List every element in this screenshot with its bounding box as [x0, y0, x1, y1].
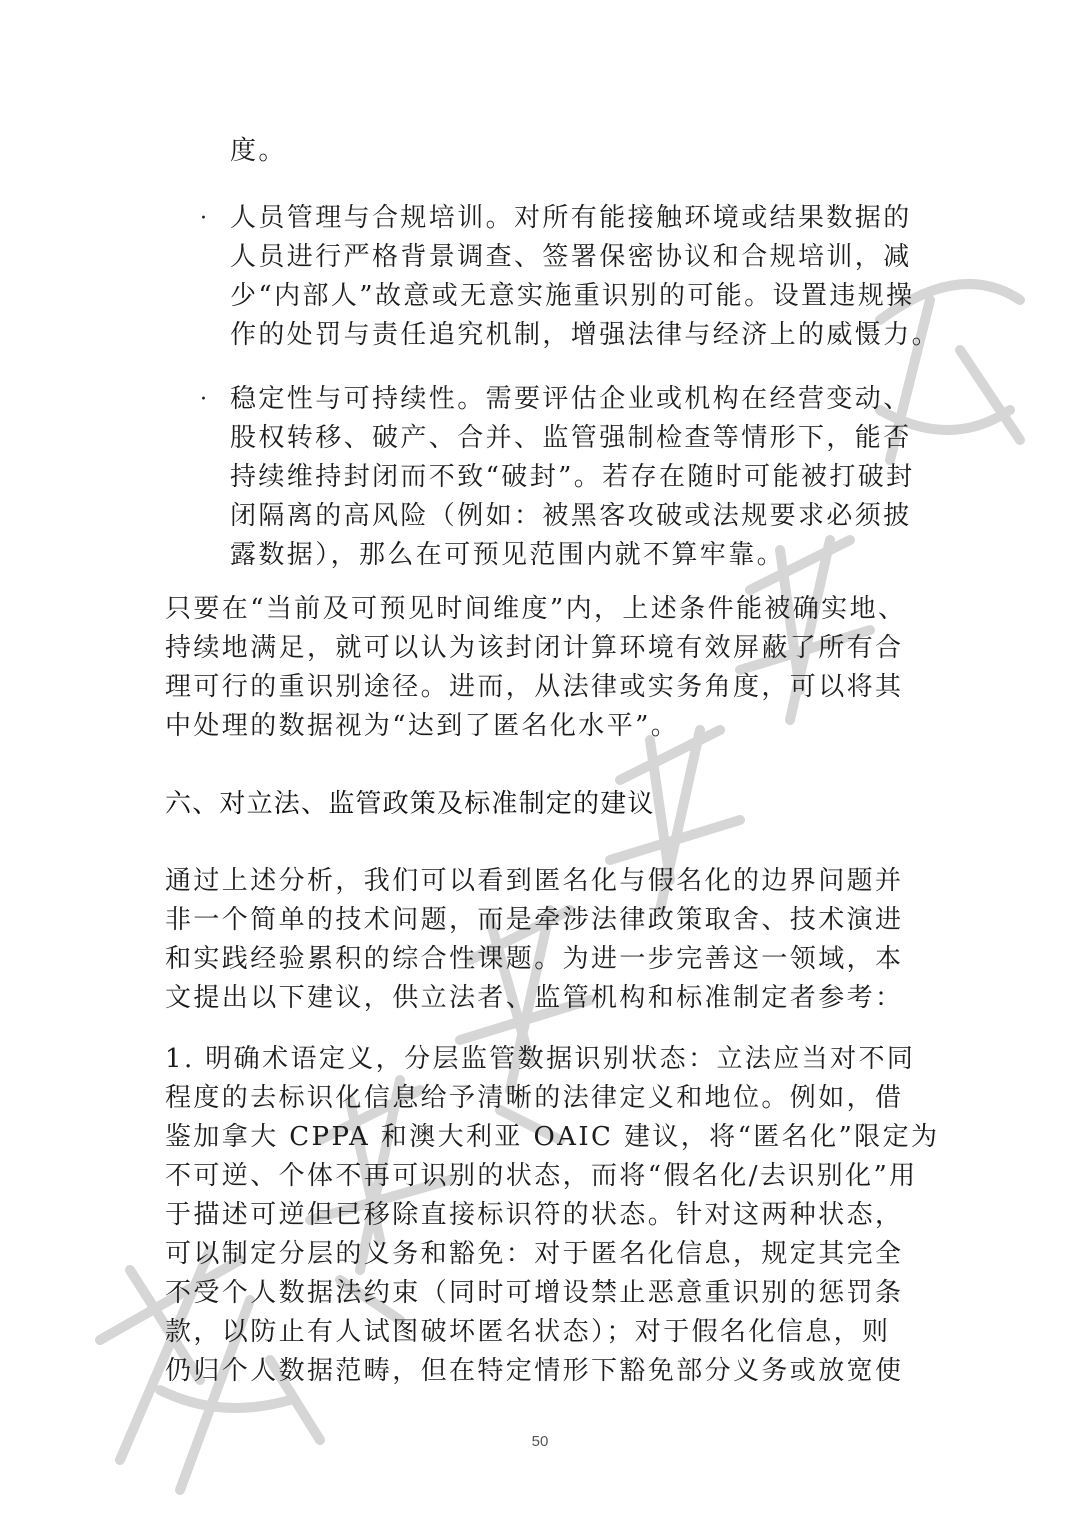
summary-paragraph [165, 590, 906, 746]
continuation-text [230, 132, 287, 171]
bullet-marker: · [200, 387, 207, 412]
bullet-stability-sustainability [230, 380, 915, 575]
text-line: 1. 明确术语定义，分层监管数据识别状态：立法应当对不同 [165, 1044, 916, 1074]
bullet-marker: · [200, 206, 207, 231]
page-number: 50 [531, 1433, 549, 1450]
text-line: 非一个简单的技术问题，而是牵涉法律政策取舍、技术演进 [165, 905, 904, 935]
text-line: 不受个人数据法约束（同时可增设禁止恶意重识别的惩罚条 [165, 1278, 904, 1308]
text-line: 作的处罚与责任追究机制，增强法律与经济上的威慑力。 [230, 320, 941, 350]
text-line: 持续维持封闭而不致“破封”。若存在随时可能被打破封 [230, 462, 915, 492]
text-line: 闭隔离的高风险（例如：被黑客攻破或法规要求必须披 [230, 501, 912, 531]
text-line: 理可行的重识别途径。进而，从法律或实务角度，可以将其 [165, 672, 904, 702]
intro-paragraph [165, 862, 903, 1018]
text-line: 持续地满足，就可以认为该封闭计算环境有效屏蔽了所有合 [165, 633, 904, 663]
text-line: 通过上述分析，我们可以看到匿名化与假名化的边界问题并 [165, 866, 904, 896]
text-line: 露数据），那么在可预见范围内就不算牢靠。 [230, 540, 786, 570]
text-line: 于描述可逆但已移除直接标识符的状态。针对这两种状态， [165, 1200, 904, 1230]
text-line: 可以制定分层的义务和豁免：对于匿名化信息，规定其完全 [165, 1239, 904, 1269]
text-line: 不可逆、个体不再可识别的状态，而将“假名化/去识别化”用 [165, 1161, 918, 1191]
continuation-line: 度。 [230, 136, 287, 166]
text-line: 少“内部人”故意或无意实施重识别的可能。设置违规操 [230, 281, 915, 311]
text-line: 中处理的数据视为“达到了匿名化水平”。 [165, 711, 680, 741]
text-line: 稳定性与可持续性。需要评估企业或机构在经营变动、 [230, 384, 912, 414]
text-line: 股权转移、破产、合并、监管强制检查等情形下，能否 [230, 423, 912, 453]
text-line: 人员管理与合规培训。对所有能接触环境或结果数据的 [230, 203, 912, 233]
recommendation-1 [165, 1040, 939, 1391]
text-line: 和实践经验累积的综合性课题。为进一步完善这一领域，本 [165, 944, 904, 974]
bullet-personnel-management [230, 199, 940, 355]
text-line: 款，以防止有人试图破坏匿名状态）；对于假名化信息，则 [165, 1317, 891, 1347]
section-heading: 六、对立法、监管政策及标准制定的建议 [165, 789, 655, 819]
text-line: 人员进行严格背景调查、签署保密协议和合规培训，减 [230, 242, 912, 272]
text-line: 鉴加拿大 CPPA 和澳大利亚 OAIC 建议，将“匿名化”限定为 [165, 1122, 940, 1152]
text-line: 文提出以下建议，供立法者、监管机构和标准制定者参考： [165, 983, 904, 1013]
text-line: 只要在“当前及可预见时间维度”内，上述条件能被确实地、 [165, 594, 907, 624]
text-line: 仍归个人数据范畴，但在特定情形下豁免部分义务或放宽使 [165, 1356, 904, 1386]
text-line: 程度的去标识化信息给予清晰的法律定义和地位。例如，借 [165, 1083, 904, 1113]
